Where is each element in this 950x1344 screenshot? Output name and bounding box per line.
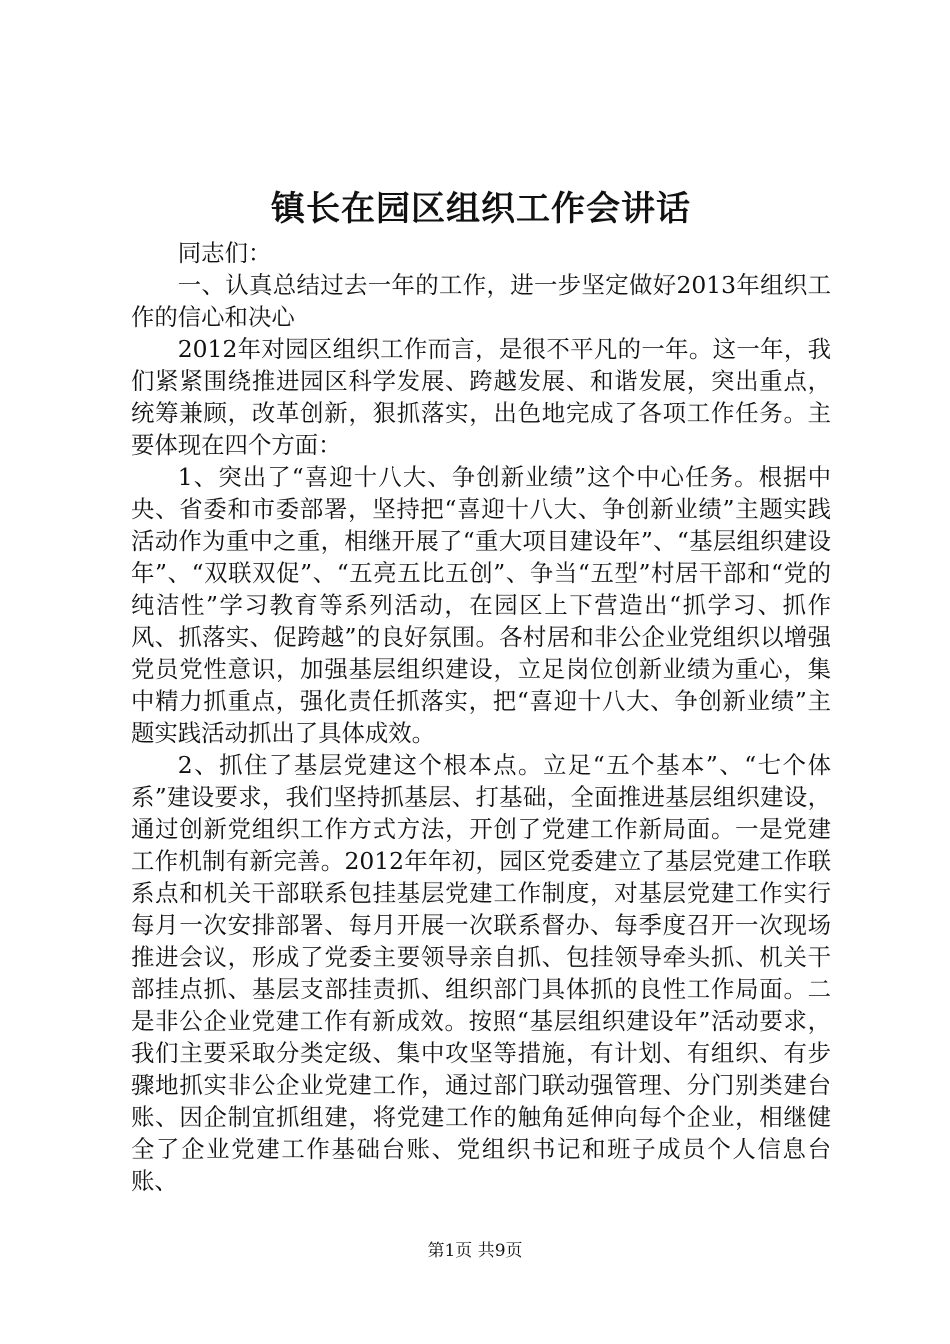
paragraph-salutation: 同志们： [177, 239, 272, 267]
paragraph-body: 1、突出了“喜迎十八大、争创新业绩”这个中心任务。根据中央、省委和市委部署，坚持把“喜迎十八大、争创新业绩”主题实践活动作为重中之重，相继开展了“重大项目建设年”、“基层组织建设年”、“双联双促”、“五亮五比五创”、争当“五型”村居干部和“党的纯洁性”学习教育等系列活动，在园区上下营造出“抓学习、抓作风、抓落实、促跨越”的良好氛围。各村居和非公企业党组织以增强党员党性意识，加强基层组织建设，立足岗位创新业绩为重心，集中精力抓重点，强化责任抓落实，把“喜迎十八大、争创新业绩”主题实践活动抓出了具体成效。 [131, 463, 831, 747]
paragraph-body: 2012年对园区组织工作而言，是很不平凡的一年。这一年，我们紧紧围绕推进园区科学发展、跨越发展、和谐发展，突出重点，统筹兼顾，改革创新，狠抓落实，出色地完成了各项工作任务。主要体现在四个方面： [131, 335, 831, 459]
document-page [131, 185, 831, 1197]
page-footer: 第1页 共9页 [427, 1241, 523, 1261]
paragraph-section-heading: 一、认真总结过去一年的工作，进一步坚定做好2013年组织工作的信心和决心 [131, 271, 831, 331]
document-title: 镇长在园区组织工作会讲话 [271, 189, 691, 229]
paragraph-body: 2、抓住了基层党建这个根本点。立足“五个基本”、“七个体系”建设要求，我们坚持抓基层、打基础，全面推进基层组织建设，通过创新党组织工作方式方法，开创了党建工作新局面。一是党建工作机制有新完善。2012年年初，园区党委建立了基层党建工作联系点和机关干部联系包挂基层党建工作制度，对基层党建工作实行每月一次安排部署、每月开展一次联系督办、每季度召开一次现场推进会议，形成了党委主要领导亲自抓、包挂领导牵头抓、机关干部挂点抓、基层支部挂责抓、组织部门具体抓的良性工作局面。二是非公企业党建工作有新成效。按照“基层组织建设年”活动要求，我们主要采取分类定级、集中攻坚等措施，有计划、有组织、有步骤地抓实非公企业党建工作，通过部门联动强管理、分门别类建台账、因企制宜抓组建，将党建工作的触角延伸向每个企业，相继健全了企业党建工作基础台账、党组织书记和班子成员个人信息台账、 [131, 751, 831, 1195]
